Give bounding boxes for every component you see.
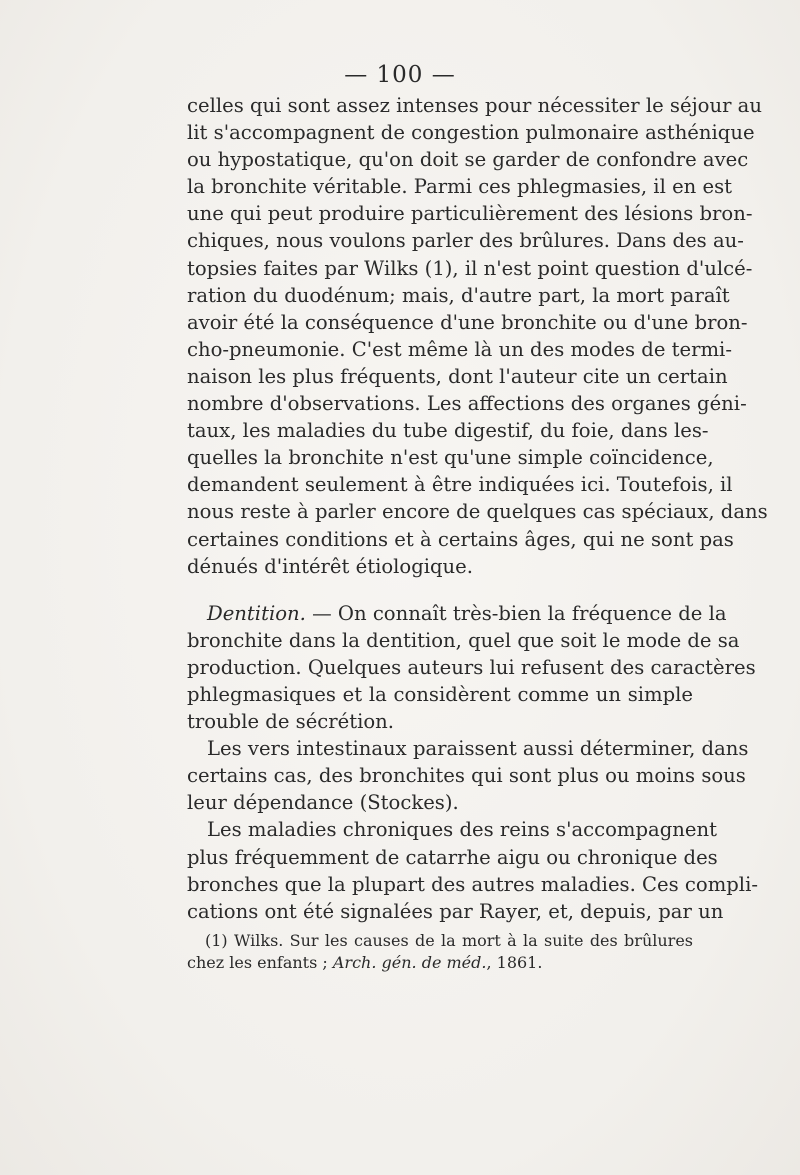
text-line: certaines conditions et à certains âges, qui ne sont pas bbox=[187, 527, 734, 551]
text-line: quelles la bronchite n'est qu'une simple coïncidence, bbox=[187, 446, 714, 470]
body-text bbox=[187, 92, 768, 925]
text-line: dénués d'intérêt étiologique. bbox=[187, 554, 473, 578]
paragraph-reins bbox=[187, 816, 758, 924]
footnote-citation: Arch. gén. de méd. bbox=[332, 953, 487, 972]
text-line: ration du duodénum; mais, d'autre part, la mort paraît bbox=[187, 283, 730, 307]
text-line: demandent seulement à être indiquées ici. Toutefois, il bbox=[187, 473, 733, 497]
text-line: nous reste à parler encore de quelques cas spéciaux, dans bbox=[187, 500, 768, 524]
text-line: avoir été la conséquence d'une bronchite ou d'une bron- bbox=[187, 310, 748, 334]
text-line: Les vers intestinaux paraissent aussi déterminer, dans bbox=[207, 737, 749, 761]
text-line: topsies faites par Wilks (1), il n'est point question d'ulcé- bbox=[187, 256, 753, 280]
text-line: lit s'accompagnent de congestion pulmonaire asthénique bbox=[187, 121, 755, 145]
footnote-line bbox=[187, 952, 693, 974]
paragraph-continuation bbox=[187, 92, 768, 580]
text-line: phlegmasiques et la considèrent comme un simple bbox=[187, 682, 693, 706]
text-line: certains cas, des bronchites qui sont plus ou moins sous bbox=[187, 764, 746, 788]
text-line: ou hypostatique, qu'on doit se garder de confondre avec bbox=[187, 148, 749, 172]
text-line: cations ont été signalées par Rayer, et, depuis, par un bbox=[187, 899, 724, 923]
text-line: chiques, nous voulons parler des brûlures. Dans des au- bbox=[187, 229, 744, 253]
section-heading: Dentition. bbox=[207, 601, 306, 625]
footnote-text: chez les enfants ; bbox=[187, 953, 333, 972]
text-line: Les maladies chroniques des reins s'accompagnent bbox=[207, 818, 717, 842]
text-line: production. Quelques auteurs lui refusent des caractères bbox=[187, 655, 756, 679]
text-line: leur dépendance (Stockes). bbox=[187, 791, 459, 815]
text-line: taux, les maladies du tube digestif, du foie, dans les- bbox=[187, 419, 709, 443]
text-line: nombre d'observations. Les affections des organes géni- bbox=[187, 392, 747, 416]
text-line: plus fréquemment de catarrhe aigu ou chronique des bbox=[187, 845, 718, 869]
text-line bbox=[187, 600, 727, 627]
paragraph-vers bbox=[187, 735, 749, 816]
text-line: trouble de sécrétion. bbox=[187, 710, 395, 734]
paragraph-dentition bbox=[187, 600, 756, 735]
footnote-line: (1) Wilks. Sur les causes de la mort à la suite des brûlures bbox=[205, 931, 693, 950]
text-line: une qui peut produire particulièrement des lésions bron- bbox=[187, 202, 753, 226]
text-line: cho-pneumonie. C'est même là un des modes de termi- bbox=[187, 337, 732, 361]
text-line: naison les plus fréquents, dont l'auteur cite un certain bbox=[187, 364, 728, 388]
page-number: — 100 — bbox=[344, 62, 456, 88]
footnote-year: , 1861. bbox=[486, 953, 543, 972]
text-line: celles qui sont assez intenses pour nécessiter le séjour au bbox=[187, 94, 762, 117]
footnote bbox=[187, 930, 693, 974]
text-line: la bronchite véritable. Parmi ces phlegmasies, il en est bbox=[187, 175, 733, 199]
text-line: bronches que la plupart des autres maladies. Ces compli- bbox=[187, 872, 758, 896]
heading-continuation: — On connaît très-bien la fréquence de la bbox=[305, 601, 727, 625]
text-line: bronchite dans la dentition, quel que soit le mode de sa bbox=[187, 628, 740, 652]
